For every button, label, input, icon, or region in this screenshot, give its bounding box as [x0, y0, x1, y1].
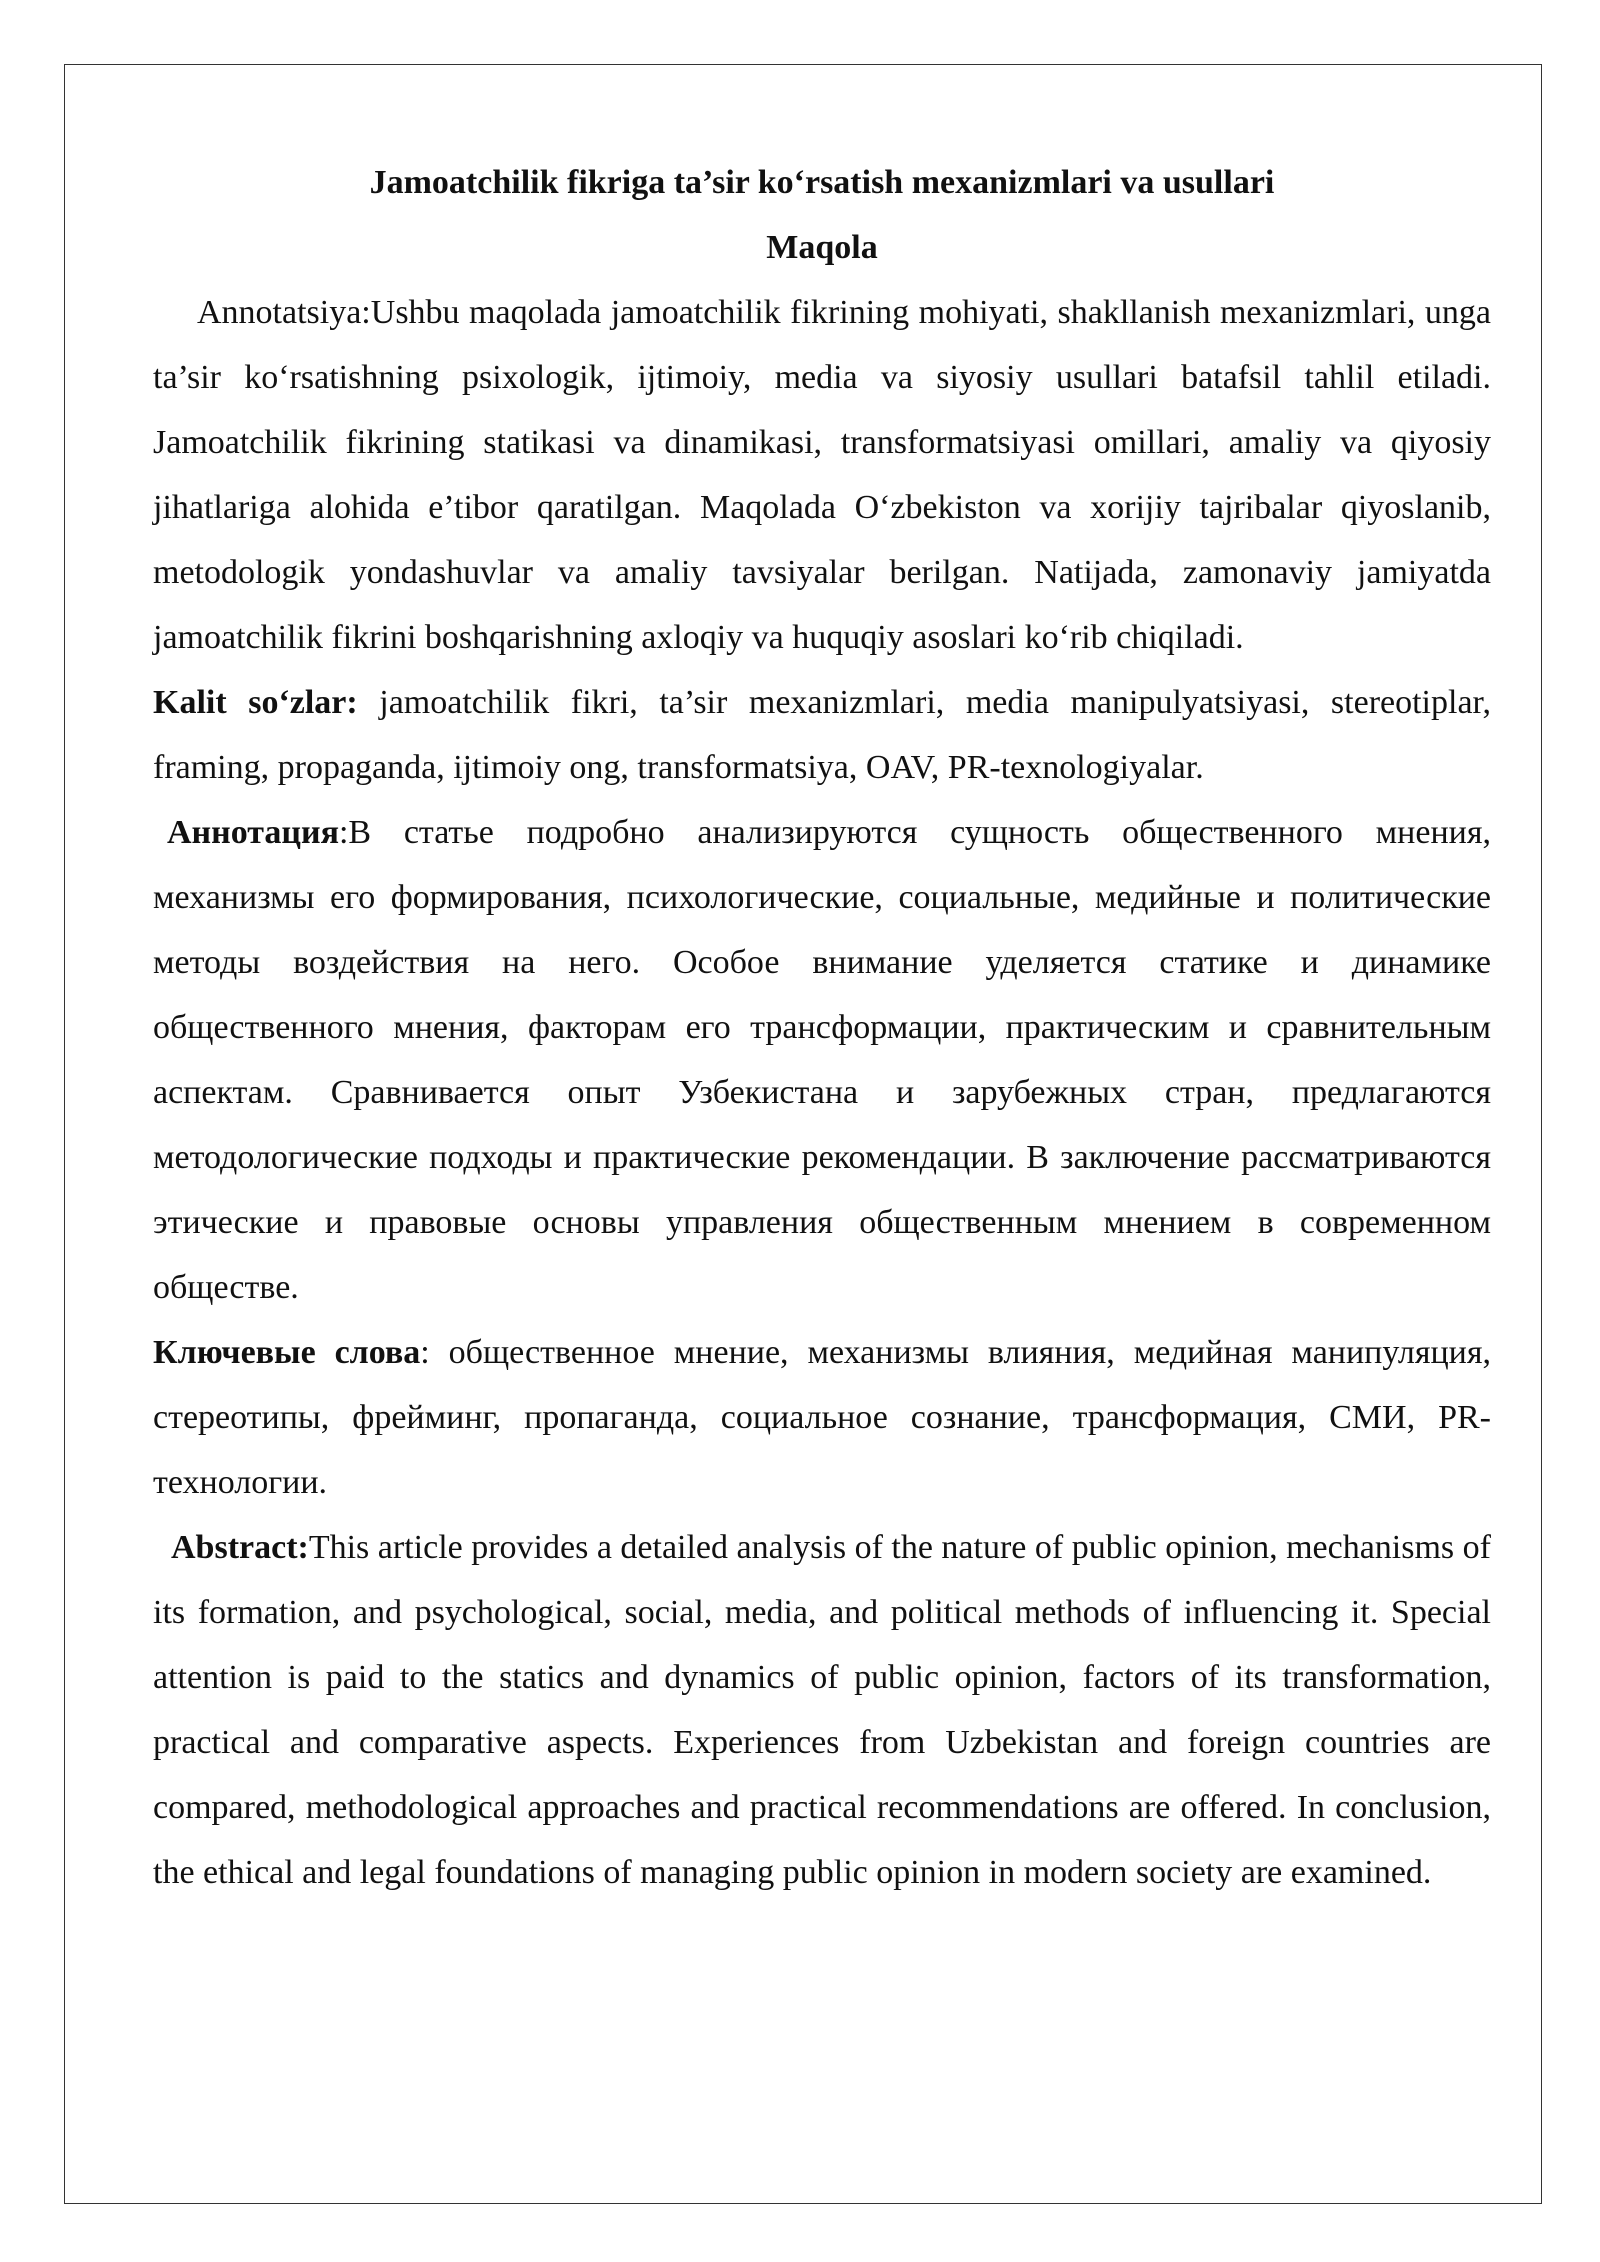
en-abstract: [153, 1515, 1491, 1905]
ru-annotation: [153, 800, 1491, 1320]
ru-keywords: [153, 1320, 1491, 1515]
ru-annotation-label: Аннотация: [167, 814, 339, 851]
ru-annotation-text: :В статье подробно анализируются сущность общественного мнения, механизмы его формирования, психологические, социальные, медийные и политические методы воздействия на него. Особое внимание уделяется статике и динамике общественного мнения, факторам его трансформации, практическим и сравнительным аспектам. Сравнивается опыт Узбекистана и зарубежных стран, предлагаются методологические подходы и практические рекомендации. В заключение рассматриваются этические и правовые основы управления общественным мнением в современном обществе.: [153, 814, 1491, 1306]
uz-keywords-text: jamoatchilik fikri, ta’sir mexanizmlari, media manipulyatsiyasi, stereotiplar, framing, propaganda, ijtimoiy ong, transformatsiya, OAV, PR-texnologiyalar.: [153, 684, 1491, 786]
ru-keywords-label: Ключевые слова: [153, 1334, 421, 1371]
en-abstract-label: Abstract:: [171, 1529, 309, 1566]
article-subtitle: Maqola: [766, 229, 878, 266]
uz-keywords-label: Kalit so‘zlar:: [153, 684, 358, 721]
uz-annotation-text: Ushbu maqolada jamoatchilik fikrining mohiyati, shakllanish mexanizmlari, unga ta’sir ko‘rsatishning psixologik, ijtimoiy, media va siyosiy usullari batafsil tahlil etiladi. Jamoatchilik fikrining statikasi va dinamikasi, transformatsiyasi omillari, amaliy va qiyosiy jihatlariga alohida e’tibor qaratilgan. Maqolada O‘zbekiston va xorijiy tajribalar qiyoslanib, metodologik yondashuvlar va amaliy tavsiyalar berilgan. Natijada, zamonaviy jamiyatda jamoatchilik fikrini boshqarishning axloqiy va huquqiy asoslari ko‘rib chiqiladi.: [153, 294, 1491, 656]
article-title: Jamoatchilik fikriga ta’sir ko‘rsatish mexanizmlari va usullari: [369, 164, 1275, 201]
uz-keywords: [153, 670, 1491, 800]
uz-annotation: [153, 280, 1491, 670]
en-abstract-text: This article provides a detailed analysis of the nature of public opinion, mechanisms of its formation, and psychological, social, media, and political methods of influencing it. Special attention is paid to the statics and dynamics of public opinion, factors of its transformation, practical and comparative aspects. Experiences from Uzbekistan and foreign countries are compared, methodological approaches and practical recommendations are offered. In conclusion, the ethical and legal foundations of managing public opinion in modern society are examined.: [153, 1529, 1491, 1891]
article-body: [153, 150, 1491, 1905]
ru-keywords-text: : общественное мнение, механизмы влияния, медийная манипуляция, стереотипы, фрейминг, пропаганда, социальное сознание, трансформация, СМИ, PR-технологии.: [153, 1334, 1492, 1501]
uz-annotation-label: Annotatsiya:: [197, 294, 371, 331]
